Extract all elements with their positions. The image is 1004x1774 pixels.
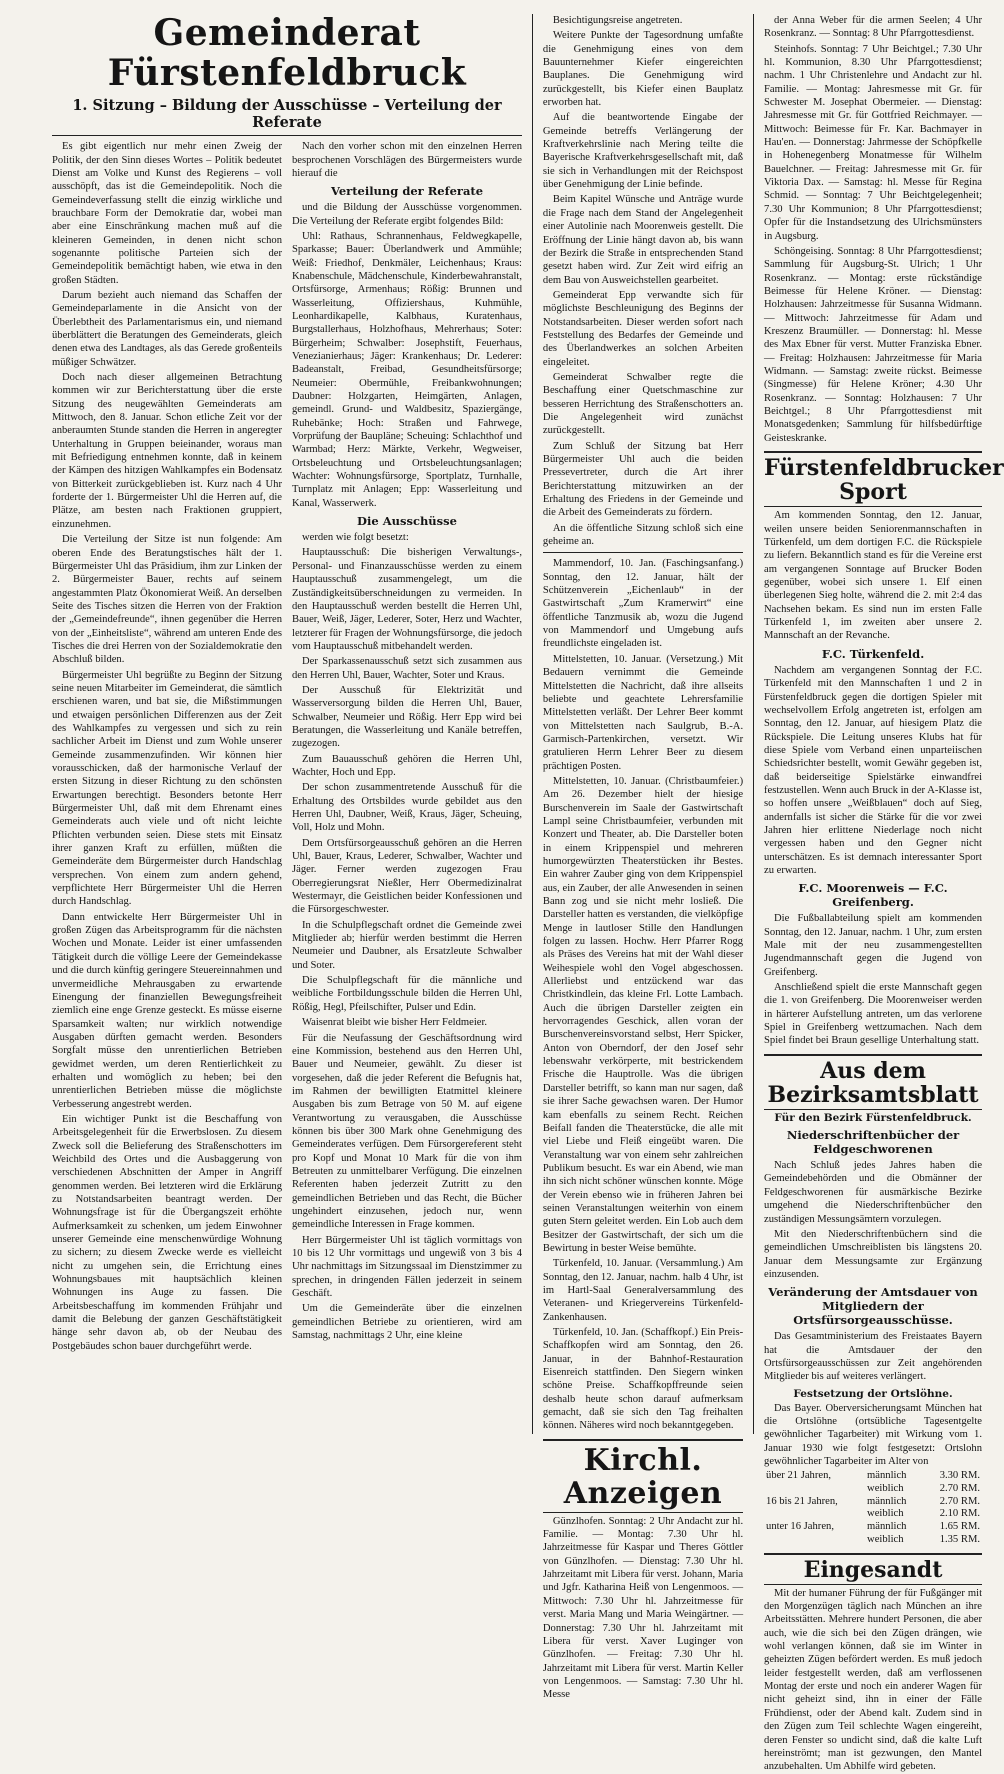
paragraph: Die Schulpflegschaft für die männliche und weibliche Fortbildungsschule bilden die Herren Uhl, Rößig, Hegl, Pfeilschifter, Pulser und Edin. <box>292 975 522 1013</box>
paragraph: Das Gesamtministerium des Freistaates Bayern hat die Amtsdauer der den Ortsfürsorgeausschüssen zur Zeit angehörenden Mitglieder bis auf weiteres verlängert. <box>764 1331 983 1383</box>
paragraph: Mit den Niederschriftenbüchern sind die gemeindlichen Umschreiblisten bis längstens 20. Januar dem Messungsamte zur Ergänzung einzusenden. <box>764 1228 983 1280</box>
main-column-a <box>52 140 282 1444</box>
bezirksamtsblatt-subtitle: Für den Bezirk Fürstenfeldbruck. <box>774 1112 972 1125</box>
wage-age <box>764 1534 865 1547</box>
wage-sex: männlich <box>867 1470 907 1482</box>
paragraph: Zum Bauausschuß gehören die Herren Uhl, Wachter, Hoch und Epp. <box>292 753 522 778</box>
wage-age: über 21 Jahren, <box>766 1470 832 1482</box>
paragraph: An die öffentliche Sitzung schloß sich eine geheime an. <box>542 522 744 548</box>
wage-table-title: Festsetzung der Ortslöhne. <box>793 1387 953 1400</box>
paragraph: Es gibt eigentlich nur mehr einen Zweig der Politik, der den Sinn dieses Wortes – Politik bedeutet Dienst am Volke und Kunst des Regierens – voll ausschöpft, das ist die Gemeindepolitik. Noch die Gemeindeverfassung stellt die einzig wirkliche und brauchbare Form der Demokratie dar, wobei man aber eine Einschränkung machen muß auf die kleineren Gemeinden, in denen nicht schon sogenannte politische Parteien sich der Gemeindepolitik bemächtigt haben, wie etwa in den großen Städten. <box>52 141 282 286</box>
paragraph: Nach Schluß jedes Jahres haben die Gemeindebehörden und die Obmänner der Feldgeschworenen für ausmärkische Bezirke umgehend die Niederschriftenbücher den zuständigen Messungsämtern vorzulegen. <box>764 1160 983 1225</box>
paragraph: Weitere Punkte der Tagesordnung umfaßte die Genehmigung eines von dem Bauunternehmer Kiefer eingereichten Bauplanes. Die Genehmigung wird zurückgestellt, bis Kiefer einen Bauplatz erworben hat. <box>542 30 744 109</box>
paragraph: Mittelstetten, 10. Januar. (Versetzung.) Mit Bedauern vernimmt die Gemeinde Mittelstetten die Nachricht, daß ihre allseits beliebte und geachtete Lehrersfamilie Mittelstetten verläßt. Der Lehrer Beer kommt von Mittelstetten nach Saulgrub, B.-A. Garmisch-Partenkirchen, versetzt. Wir gratulieren Herrn Lehrer Beer zu diesem prächtigen Posten. <box>542 653 744 772</box>
middle-column <box>542 14 744 1701</box>
table-row <box>764 1521 982 1534</box>
paragraph: Beim Kapitel Wünsche und Anträge wurde die Frage nach dem Stand der Angelegenheit einer Autolinie nach Moorenweis gestellt. Die Eröffnung der Linie hängt davon ab, bis wann der Bezirk die Straße in entsprechenden Stand gesetzt haben wird. Zur Zeit wird eifrig an dem Bau von Ausweichstellen gearbeitet. <box>542 194 744 286</box>
wage-value: 2.70 RM. <box>939 1495 981 1507</box>
paragraph: Doch nach dieser allgemeinen Betrachtung kommen wir zur Berichterstattung über die erste Sitzung des neugewählten Gemeinderats am Mittwoch, den 8. Januar. Schon etliche Zeit vor der anberaumten Stunde standen die Herren in angeregter Unterhaltung in Gruppen beieinander, woraus man mit Befriedigung entnehmen konnte, daß in keinem der Kämpen des hitzigen Wahlkampfes ein Bodensatz von Bitterkeit zurückgeblieben ist. Kurz nach 4 Uhr forderte der 1. Bürgermeister Uhl die Herren auf, die Plätze, am besten nach Fraktionen gruppiert, einzunehmen. <box>52 372 282 530</box>
divider <box>543 552 743 553</box>
paragraph: Nachdem am vergangenen Sonntag der F.C. Türkenfeld mit den Mannschaften 1 und 2 in Fürstenfeldbruck gegen die dortigen Spieler mit wechselvollem Erfolg angetreten ist, erfolgen am Sonntag, den 12. Januar, auf hiesigem Platz die Rückspiele. Die Leitung unseres Klubs hat für diese Spiele vom Verband einen unparteiischen Schiedsrichter bestellt, womit Gewähr gegeben ist, daß beiderseitige Spielstärke einwandfrei festzustellen. Wenn auch Bruck in der A-Klasse ist, so hoffen unsere „Weißblauen“ doch auf Sieg, andernfalls ist sicher die Stärke für die vor zwei Jahren hier erlittene Niederlage noch nicht vergessen haben und den Gegner nicht unterschätzen. Es ist demnach interessanter Sport zu erwarten. <box>764 664 983 876</box>
masthead-title: Gemeinderat Fürstenfeldbruck <box>107 12 467 94</box>
paragraph: Um die Gemeinderäte über die einzelnen gemeindlichen Betriebe zu orientieren, wird am Samstag, nachmittags 2 Uhr, eine kleine <box>292 1303 522 1342</box>
wage-age <box>764 1508 865 1521</box>
paragraph: Die Verteilung der Sitze ist nun folgende: Am oberen Ende des Beratungstisches hält der 1. Bürgermeister Uhl das Präsidium, ihm zur Linken der 2. Bürgermeister Bauer, rechts auf seinem angestammten Platz Ökonomierat Weiß. An derselben Seite des Tisches sitzen die Herren von der Fraktion der „Gemeindefreunde“, ihnen gegenüber die Herren von der „Einheitsliste“, während am unteren Ende des Tisches die drei Herren von der Sozialdemokratie den Abschluß bilden. <box>52 534 282 666</box>
paragraph: Dann entwickelte Herr Bürgermeister Uhl in großen Zügen das Arbeitsprogramm für die nächsten Wochen und Monate. Leider ist einer umfassenden Tätigkeit durch die völlige Leere der Gemeindekasse und die durch künftig geringere Steuereinnahmen und unvermeidliche Mehrausgaben zu erwartende Einengung der finanziellen Bewegungsfreiheit ziemlich eine enge Grenze gesteckt. Es müsse eiserne Sparsamkeit walten; nur wirklich notwendige Ausgaben dürften gemacht werden. Besonders Sorgfalt müsse den unrentierlichen Betrieben gewidmet werden, um deren Rentierlichkeit zu erhalten und womöglich zu heben; bei den unrentierlichen Betrieben müsse die möglichste Verbesserung angestrebt werden. <box>52 911 282 1110</box>
main-column-b <box>292 140 522 1444</box>
kirchl-anzeigen-banner: Kirchl. Anzeigen <box>543 1439 743 1513</box>
paragraph: Herr Bürgermeister Uhl ist täglich vormittags von 10 bis 12 Uhr vormittags und ungewiß von 3 bis 4 Uhr nachmittags im Sitzungssaal im Dienstzimmer zu sprechen, in dringenden Fällen jederzeit in seinem Geschäft. <box>292 1234 522 1300</box>
section-heading: Niederschriftenbücher der Feldgeschworenen <box>786 1128 960 1157</box>
paragraph: Besichtigungsreise angetreten. <box>552 15 683 26</box>
paragraph: Nach den vorher schon mit den einzelnen Herren besprochenen Vorschlägen des Bürgermeisters wurde hierauf die <box>292 141 522 179</box>
paragraph: Ein wichtiger Punkt ist die Beschaffung von Arbeitsgelegenheit für die Erwerbslosen. Zu diesem Zweck soll die Belieferung des Straßenschotters im Weichbild des Ortes und die Ausbaggerung von verschiedenen Abschnitten der Amper in Angriff genommen werden. Bei letzteren wird die Erklärung zu Notstandsarbeiten beantragt werden. Der Wohnungsfrage ist für die Übergangszeit erhöhte Aufmerksamkeit zu schenken, um jedem Einwohner unserer Gemeinde eine menschenwürdige Wohnung zu sichern; zu diesem Zwecke werde es vielleicht nicht zu umgehen sein, die Errichtung eines Wohnungsbaues mit hauptsächlich kleinen Wohnungen ins Auge zu fassen. Die Arbeitsbeschaffung im kommenden Frühjahr und damit die Belebung der ganzen Geschäftstätigkeit hänge sehr davon ab, ob der Neubau des Postgebäudes schon bauer durchgeführt werde. <box>52 1113 282 1352</box>
paragraph: Am kommenden Sonntag, den 12. Januar, weilen unsere beiden Seniorenmannschaften in Türkenfeld, um dem dortigen F.C. die Rückspiele zu liefern. Bekanntlich stand es für die Vereine erst am vergangenen Sonntage auf Brucker Boden gegenüber, wobei sich unsere 1. Elf einen überlegenen Sieg holte, während die 2. mit 2:4 das Nachsehen bekam. Es sind nun im ersten Falle Türkenfeld 1, im zweiten aber unsere 2. Mannschaft an der Revanche. <box>764 510 983 642</box>
paragraph: werden wie folgt besetzt: <box>302 532 409 544</box>
wage-sex: weiblich <box>867 1533 904 1545</box>
paragraph: Gemeinderat Schwalber regte die Beschaffung einer Quetschmaschine zur besseren Herrichtung des Straßenschotters an. Die Angelegenheit wird zunächst zurückgestellt. <box>542 371 744 437</box>
wage-sex: männlich <box>867 1521 907 1533</box>
table-row <box>764 1496 982 1509</box>
table-row <box>764 1470 982 1483</box>
paragraph: Hauptausschuß: Die bisherigen Verwaltungs-, Personal- und Finanzausschüsse werden zu einem Hauptausschuß zusammengelegt, um die Zuständigkeitsüberschneidungen zu vermeiden. In den Hauptausschuß werden bestellt die Herren Uhl, Bauer, Weiß, Jäger, Lederer, Soter, Herz und Wachter, letzterer für Fragen der Wohnungsfürsorge, die jedoch vom Hauptausschuß mitbehandelt werden. <box>292 547 522 652</box>
paragraph: Uhl: Rathaus, Schrannenhaus, Feldwegkapelle, Sparkasse; Bauer: Überlandwerk und Ammühle; Weiß: Friedhof, Denkmäler, Leichenhaus; Kraus: Knabenschule, Mädchenschule, Kinderbewahranstalt, Ortsfürsorge, Armenhaus; Rößig: Brunnen und Wasserleitung, Offiziershaus, Kuhmühle, Leonhardikapelle, Kalbhaus, Kuratenhaus, Burgstallerhaus, Holzhofhaus, Mehrerhaus; Soter: Bürgerheim; Schwalber: Josephstift, Feuerhaus, Venezianierhaus; Jäger: Krankenhaus; Dr. Lederer: Badeanstalt, Freibad, Gesundheitsfürsorge; Neumeier: Obermühle, Freibankwohnungen; Daubner: Holzgarten, Heimgärten, Anlagen, gemeindl. Grund- und Waldbesitz, Spaziergänge, Ruhebänke; Hoch: Straßen und Fahrwege, Vorprüfung der Baupläne; Scheuing: Schlachthof und Warmbad; Herz: Märkte, Verkehr, Wegweiser, Ortsbeleuchtung und Ortsbeleuchtungsanlagen; Wachter: Wohnungsfürsorge, Sportplatz, Turnhalle, Turnplatz mit Anlagen; Epp: Wasserleitung und Kanal, Wasserwerk. <box>292 230 522 509</box>
paragraph: und die Bildung der Ausschüsse vorgenommen. Die Verteilung der Referate ergibt folgendes Bild: <box>292 202 522 227</box>
paragraph: Schöngeising. Sonntag: 8 Uhr Pfarrgottesdienst; Sammlung für Augsburg-St. Ulrich; 1 Uhr Rosenkranz. — Montag: erste rückständige Beimesse für Helene Kröner. — Dienstag: Holzhausen: Jahrzeitmesse für Susanna Widmann. — Mittwoch: Jahrzeitmesse für Adam und Kreszenz Braumüller. — Donnerstag: hl. Messe des Max Ebner für verst. Mutter Franziska Ebner. — Freitag: Holzhausen: Jahrzeitmesse für Maria Widmann. — Samstag: zweite rückst. Beimesse (Singmesse) für Helene Kröner; 4.30 Uhr Rosenkranz. — Sonntag: Holzhausen: 7 Uhr Beichtgel.; 8 Uhr Pfarrgottesdienst mit Monatsgedenken; Sammlung für hilfsbedürftige Geisteskranke. <box>764 245 983 444</box>
section-heading-referate: Verteilung der Referate <box>330 184 484 199</box>
paragraph: der Anna Weber für die armen Seelen; 4 Uhr Rosenkranz. — Sonntag: 8 Uhr Pfarrgottesdienst. <box>764 15 983 40</box>
wage-age <box>764 1483 865 1496</box>
section-heading: F.C. Moorenweis — F.C. Greifenberg. <box>798 881 948 910</box>
paragraph: Für die Neufassung der Geschäftsordnung wird eine Kommission, bestehend aus den Herren Uhl, Bauer und Neumeier, gewählt. Zu dieser ist vorgesehen, daß die jeder Referent die Befugnis hat, im Rahmen der bewilligten Etatmittel kleinere Ausgaben bis zum Betrage von 50 M. auf eigene Verantwortung zu verausgaben, die Ausschüsse können bis über 300 Mark ohne Genehmigung des Gemeinderates verfügen. Dem Fürsorgereferent steht pro Kopf und Monat 10 Mark für die von ihm Betreuten zu unmittelbarer Verfügung. Die einzelnen Referenten haben jederzeit Zutritt zu den gemeindlichen Betrieben und das Recht, die Bücher ungehindert einzusehen, jedoch nur, wenn gemeindliche Interessen in Frage kommen. <box>292 1032 522 1231</box>
paragraph: Zum Schluß der Sitzung bat Herr Bürgermeister Uhl auch die beiden Pressevertreter, durch die Art ihrer Berichterstattung mitzuwirken an der Erhaltung des Friedens in der Gemeinde und die Arbeit des Gemeinderats zu fördern. <box>542 440 744 519</box>
paragraph: Das Bayer. Oberversicherungsamt München hat die Ortslöhne (ortsübliche Tagesentgelte gewöhnlicher Tagarbeiter) mit Wirkung vom 1. Januar 1930 wie folgt festgesetzt: Ortslohn gewöhnlicher Tagarbeiter im Alter von <box>764 1402 983 1467</box>
paragraph: Bürgermeister Uhl begrüßte zu Beginn der Sitzung seine neuen Mitarbeiter im Gemeinderat, die sämtlich erschienen waren, und bat sie, die Mißstimmungen und etwaigen persönlichen Differenzen aus der Zeit des Wahlkampfes zu vergessen und sich zu rein sachlicher Arbeit im Dienst und zum Wohle unserer Gemeinde zusammenzufinden. Wir können hier vorausschicken, daß der harmonische Verlauf der ersten Sitzung in dieser Richtung zu den schönsten Erwartungen berechtigt. Besonders betonte Herr Bürgermeister Uhl, daß mit dem Ehrenamt eines Gemeinderats auch viele und oft nicht leichte Pflichten verbunden seien. Diese stets mit Einsatz ihrer ganzen Kraft zu erfüllen, müßten die Gemeinderäte dem Bürgermeister durch Handschlag versprechen. Von einem zum andern gehend, verpflichtete Herr Bürgermeister Uhl die Herren durch Handschlag. <box>52 669 282 908</box>
wage-value: 3.30 RM. <box>939 1470 981 1482</box>
paragraph: Die Fußballabteilung spielt am kommenden Sonntag, den 12. Januar, nachm. 1 Uhr, zum ersten Male mit der neu zusammengestellten Jugendmannschaft gegen die Jugend von Greifenberg. <box>764 913 983 978</box>
paragraph: Mammendorf, 10. Jan. (Faschingsanfang.) Sonntag, den 12. Januar, hält der Schützenverein „Eichenlaub“ in der Gastwirtschaft „Zum Kramerwirt“ eine öffentliche Tanzmusik ab, wozu die Jugend von Mammendorf und Umgebung aufs freundlichste eingeladen ist. <box>542 558 744 650</box>
paragraph: Waisenrat bleibt wie bisher Herr Feldmeier. <box>302 1017 488 1029</box>
paragraph: Darum bezieht auch niemand das Schaffen der Gemeindeparlamente in die Ansicht von der Überlebtheit des Parlamentarismus ein, und niemand überblättert die Beratungen des Gemeinderats, gleich denen etwa des Landtages, als das Gerede großenteils müßiger Schwätzer. <box>52 289 282 368</box>
column-divider <box>753 14 754 1434</box>
wage-age: unter 16 Jahren, <box>766 1521 834 1533</box>
wage-value: 1.65 RM. <box>939 1521 981 1533</box>
paragraph: Türkenfeld, 10. Jan. (Schaffkopf.) Ein Preis-Schaffkopfen wird am Sonntag, den 26. Januar, in der Bahnhof-Restauration Eisenreich stattfinden. Den Siegern winken schöne Preise. Schaffkopffreunde seien deshalb heute schon darauf aufmerksam gemacht, daß sie sich den Tag freihalten können. Näheres wird noch bekanntgegeben. <box>542 1327 744 1432</box>
table-row <box>764 1483 982 1496</box>
right-column <box>764 14 1004 1773</box>
paragraph: Auf die beantwortende Eingabe der Gemeinde betreffs Verlängerung der Kraftverkehrslinie nach Mering teilte die Bayerische Kraftverkehrsgesellschaft mit, daß sie sich in Verhandlungen mit der Reichspost über Genehmigung der Linie befinde. <box>542 112 744 191</box>
wage-value: 2.10 RM. <box>939 1508 981 1520</box>
wage-sex: weiblich <box>867 1508 904 1520</box>
paragraph: Günzlhofen. Sonntag: 2 Uhr Andacht zur hl. Familie. — Montag: 7.30 Uhr hl. Jahrzeitmesse für Kaspar und Theres Göttler von Günzlhofen. — Dienstag: 7.30 Uhr hl. Jahrzeitamt mit Libera für verst. Johann, Maria und Jgfr. Katharina Heiß von Lengenmoos. — Mittwoch: 7.30 Uhr hl. Jahrzeitmesse für verst. Maria Mang und Maria Weingärtner. — Donnerstag: 7.30 Uhr hl. Jahrzeitamt mit Libera für verst. Xaver Luginger von Günzlhofen. — Freitag: 7.30 Uhr hl. Jahrzeitamt mit Libera für verst. Martin Keller von Lengenmoos. — Samstag: 7.30 Uhr hl. Messe <box>542 1515 744 1701</box>
paragraph: Steinhofs. Sonntag: 7 Uhr Beichtgel.; 7.30 Uhr hl. Kommunion, 8.30 Uhr Pfarrgottesdienst; nachm. 1 Uhr Christenlehre und Andacht zur hl. Familie. — Montag: Jahresmesse mit Gr. für Schwester M. Josephat Obermeier. — Dienstag: Jahresmesse mit Gr. für Gottfried Reichmayer. — Mittwoch: Beimesse für Fr. Kar. Bachmayer in Hau'en. — Donnerstag: Jahrmesse der Schöpfkelle in Hohenegenberg Monatmesse für Wilhelm Bauelchner. — Freitag: Jahresmesse mit Gr. für Viktoria Dax. — Samstag: hl. Messe für Regina Schmid. — Sonntag: 7 Uhr Beichtgelegenheit; 7.30 Uhr Kommunion; 8 Uhr Pfarrgottesdienst; Opfer für die Instandsetzung des Ulrichsmünsters in Augsburg. <box>764 43 983 242</box>
paragraph: Dem Ortsfürsorgeausschuß gehören an die Herren Uhl, Bauer, Kraus, Lederer, Schwalber, Wachter und Jäger. Ferner werden zugezogen Frau Oberregierungsrat Nießler, Herr Obermedizinalrat Westermayr, die Geistlichen beider Konfessionen und die Fürsorgeschwester. <box>292 837 522 916</box>
wage-sex: männlich <box>867 1495 907 1507</box>
main-article <box>52 14 522 1444</box>
paragraph: Türkenfeld, 10. Januar. (Versammlung.) Am Sonntag, den 12. Januar, nachm. halb 4 Uhr, ist im Hartl-Saal Generalversammlung des Veteranen- und Kriegervereins Türkenfeld-Zankenhausen. <box>542 1258 744 1323</box>
table-row <box>764 1508 982 1521</box>
paragraph: Mittelstetten, 10. Januar. (Christbaumfeier.) Am 26. Dezember hielt der hiesige Burschenverein im Saale der Gastwirtschaft Lampl seine Christbaumfeier, verbunden mit Konzert und Theater, ab. Die Darsteller boten in einem Krippenspiel und mehreren humorgewürzten Theaterstücken ihr Bestes. Ein wahrer Zauber ging von dem Krippenspiel aus, ein Zauber, der alle Anwesenden in seinen Bann zog und sie nicht mehr losließ. Die Darsteller hatten es verstanden, die vielköpfige Menge in lautloser Stille den Handlungen folgen zu lassen. Hochw. Herr Pfarrer Rogg als Präses des Vereins hat mit der Wahl dieser Weihespiele wohl den Vogel abgeschossen. Allerliebst und entzückend war das Christkindlein, das kleine Frl. Lotte Lambach. Auch die übrigen Darsteller zeigten ein hervorragendes Geschick, allen voran der Burschenvereinsvorstand selbst, Herr Spicker, Anton von Oberndorf, der den Josef sehr lebenswahr verkörperte, mit bestrickendem Frische die Hauptrolle. Was die übrigen Darsteller betrifft, so kann man nur sagen, daß sie ihrer Sache gewachsen waren. Der Humor kam ebenfalls zu seinem Recht. Reichen Beifall fanden die Theaterstücke, die alle mit viel Liebe und Fleiß eingeübt waren. Die Veranstaltung war von einem sehr zahlreichen Publikum besucht. Es war ein Abend, wie man ihn sich nicht schöner wünschen konnte. Möge der Verein ebenso wie in früheren Jahren bei seinen Veranstaltungen weiterhin von einem guten Stern geleitet werden. Ein Lob auch dem Besitzer der Gastwirtschaft, der sich um die Bewirtung in bester Weise bemühte. <box>542 775 744 1254</box>
paragraph: Anschließend spielt die erste Mannschaft gegen die 1. von Greifenberg. Die Moorenweiser werden in härterer Aufstellung antreten, um das verlorene Spiel in Greifenberg wettzumachen. Nach dem Spiel findet bei Braun gesellige Unterhaltung statt. <box>764 982 983 1047</box>
wage-table <box>764 1470 982 1546</box>
main-article-columns <box>52 140 522 1444</box>
wage-value: 2.70 RM. <box>939 1483 981 1495</box>
eingesandt-banner: Eingesandt <box>764 1553 982 1585</box>
paragraph: In die Schulpflegschaft ordnet die Gemeinde zwei Mitglieder ab; hierfür werden bestimmt die Herren Neumeier und Daubner, als Ersatzleute Schwalber und Soter. <box>292 919 522 971</box>
paragraph: Der schon zusammentretende Ausschuß für die Erhaltung des Ortsbildes wurde gebildet aus den Herren Uhl, Daubner, Weiß, Kraus, Jäger, Scheuing, Voll, Holz und Mohn. <box>292 782 522 834</box>
paragraph: Gemeinderat Epp verwandte sich für möglichste Beschleunigung des Beginns der Notstandsarbeiten. Dieser werden sofort nach Feststellung des Bedarfes der Gemeinde und des Überlandwerkes an solchen Arbeiten eingeleitet. <box>542 289 744 368</box>
bezirksamtsblatt-banner: Aus dem Bezirksamtsblatt <box>764 1054 982 1110</box>
section-heading-ausschuesse: Die Ausschüsse <box>357 514 457 529</box>
paragraph: Der Ausschuß für Elektrizität und Wasserversorgung bilden die Herren Uhl, Bauer, Schwalber, Neumeier und Rößig. Herr Epp wird bei Beratungen, die Wasserleitung und Kanäle betreffen, zugezogen. <box>292 684 522 750</box>
wage-value: 1.35 RM. <box>939 1533 981 1545</box>
sport-banner: Fürstenfeldbrucker Sport <box>764 451 982 507</box>
wage-age: 16 bis 21 Jahren, <box>766 1495 838 1507</box>
section-heading: F.C. Türkenfeld. <box>821 646 925 661</box>
article-subhead: 1. Sitzung – Bildung der Ausschüsse – Verteilung der Referate <box>52 97 522 136</box>
paragraph: Der Sparkassenausschuß setzt sich zusammen aus den Herren Uhl, Bauer, Wachter, Soter und Kraus. <box>292 656 522 681</box>
paragraph: Mit der humaner Führung der für Fußgänger mit den Morgenzügen täglich nach München an ihre Arbeitsstätten. Mehrere hundert Personen, die aber auch, wie die sich bei den Zügen drängen, wie wohl verlangen können, daß sie im Winter in geheizten Zügen befördert werden. Es muß jedoch leider festgestellt werden, daß am verflossenen Montag der erste und noch ein anderer Wagen für nicht geheizt sind, ihn in einer der Fälle Frühdienst, oder der Abend kalt. Zudem sind in den Zügen zum Teil schlechte Wagen eingereiht, deren Fenster so undicht sind, daß die kalte Luft hereinströmt; man ist gezwungen, den Mantel anzubehalten. Um Abhilfe wird gebeten. <box>764 1587 983 1773</box>
table-row <box>764 1534 982 1547</box>
column-divider <box>532 14 533 1434</box>
wage-sex: weiblich <box>867 1483 904 1495</box>
section-heading: Veränderung der Amtsdauer von Mitgliedern der Ortsfürsorgeausschüsse. <box>768 1285 978 1328</box>
